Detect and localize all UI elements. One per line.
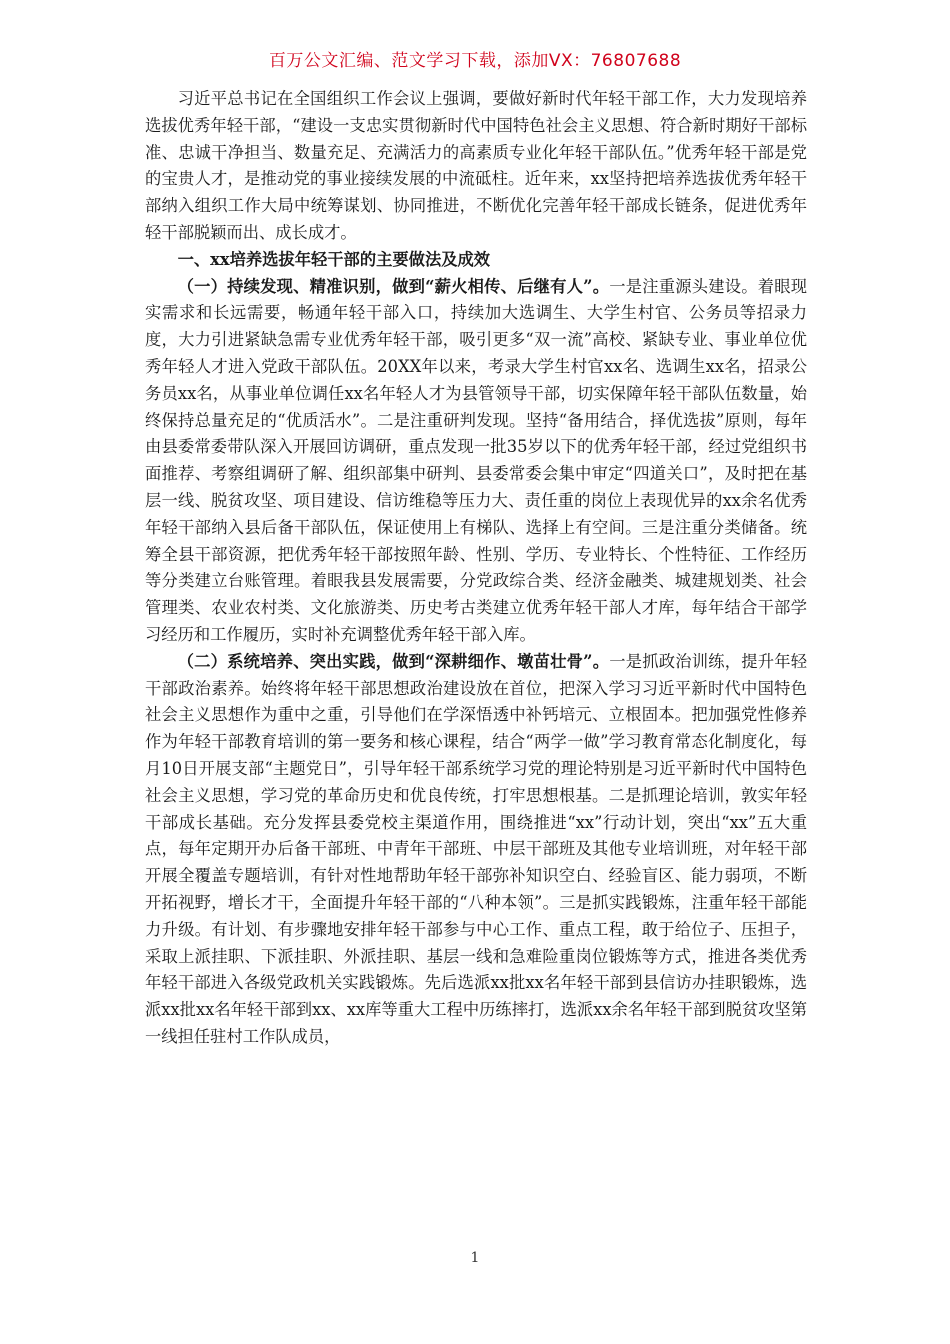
section-heading: 一、xx培养选拔年轻干部的主要做法及成效 [177,249,491,269]
section2-body: 一是抓政治训练，提升年轻干部政治素养。始终将年轻干部思想政治建设放在首位，把深入学习习近平新时代中国特色社会主义思想作为重中之重，引导他们在学深悟透中补钙培元、立根固本。把加强党性修养作为年轻干部教育培训的第一要务和核心课程，结合“两学一做”学习教育常态化制度化，每月10日开展支部“主题党日”，引导年轻干部系统学习党的理论特别是习近平新时代中国特色社会主义思想，学习党的革命历史和优良传统，打牢思想根基。二是抓理论培训，敦实年轻干部成长基础。充分发挥县委党校主渠道作用，围绕推进“xx”行动计划，突出“xx”五大重点，每年定期开办后备干部班、中青年干部班、中层干部班及其他专业培训班，对年轻干部开展全覆盖专题培训，有针对性地帮助年轻干部弥补知识空白、经验盲区、能力弱项，不断开拓视野，增长才干，全面提升年轻干部的“八种本领”。三是抓实践锻炼，注重年轻干部能力升级。有计划、有步骤地安排年轻干部参与中心工作、重点工程，敢于给位子、压担子，采取上派挂职、下派挂职、外派挂职、基层一线和急难险重岗位锻炼等方式，推进各类优秀年轻干部进入各级党政机关实践锻炼。先后选派xx批xx名年轻干部到县信访办挂职锻炼，选派xx批xx名年轻干部到xx、xx库等重大工程中历练摔打，选派xx余名年轻干部到脱贫攻坚第一线担任驻村工作队成员， [145,651,807,1046]
section2-paragraph [145,649,807,1051]
section1-paragraph [145,274,807,649]
section2-lead: （二）系统培养、突出实践，做到“深耕细作、墩苗壮骨”。 [177,651,610,671]
section1-lead: （一）持续发现、精准识别，做到“薪火相传、后继有人”。 [177,276,610,296]
document-body [145,86,807,1051]
section1-body: 一是注重源头建设。着眼现实需求和长远需要，畅通年轻干部入口，持续加大选调生、大学生村官、公务员等招录力度，大力引进紧缺急需专业优秀年轻干部，吸引更多“双一流”高校、紧缺专业、事业单位优秀年轻人才进入党政干部队伍。20XX年以来，考录大学生村官xx名、选调生xx名，招录公务员xx名，从事业单位调任xx名年轻人才为县管领导干部，切实保障年轻干部队伍数量，始终保持总量充足的“优质活水”。二是注重研判发现。坚持“备用结合，择优选拔”原则，每年由县委常委带队深入开展回访调研，重点发现一批35岁以下的优秀年轻干部，经过党组织书面推荐、考察组调研了解、组织部集中研判、县委常委会集中审定“四道关口”，及时把在基层一线、脱贫攻坚、项目建设、信访维稳等压力大、责任重的岗位上表现优异的xx余名优秀年轻干部纳入县后备干部队伍，保证使用上有梯队、选择上有空间。三是注重分类储备。统筹全县干部资源，把优秀年轻干部按照年龄、性别、学历、专业特长、个性特征、工作经历等分类建立台账管理。着眼我县发展需要，分党政综合类、经济金融类、城建规划类、社会管理类、农业农村类、文化旅游类、历史考古类建立优秀年轻干部人才库，每年结合干部学习经历和工作履历，实时补充调整优秀年轻干部入库。 [145,276,807,644]
page-number: 1 [470,1250,480,1266]
intro-paragraph: 习近平总书记在全国组织工作会议上强调，要做好新时代年轻干部工作，大力发现培养选拔优秀年轻干部，“建设一支忠实贯彻新时代中国特色社会主义思想、符合新时期好干部标准、忠诚干净担当、数量充足、充满活力的高素质专业化年轻干部队伍。”优秀年轻干部是党的宝贵人才，是推动党的事业接续发展的中流砥柱。近年来，xx坚持把培养选拔优秀年轻干部纳入组织工作大局中统筹谋划、协同推进，不断优化完善年轻干部成长链条，促进优秀年轻干部脱颖而出、成长成才。 [145,89,807,242]
header-banner: 百万公文汇编、范文学习下载，添加VX：76807688 [268,51,682,71]
